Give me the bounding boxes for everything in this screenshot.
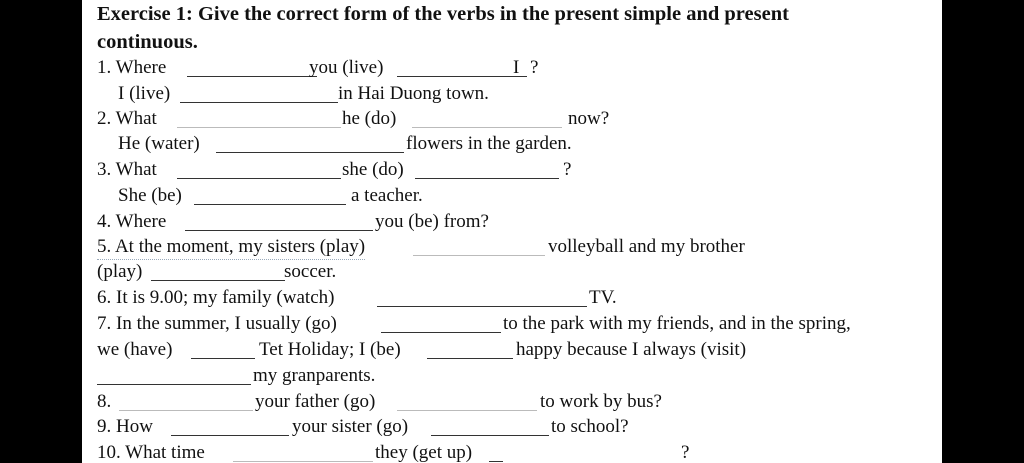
q3-qmark: ? [563, 159, 572, 180]
q7-blank-1[interactable] [381, 332, 501, 333]
q5-blank-2[interactable] [151, 280, 285, 281]
exercise-title-cont: continuous. [97, 31, 198, 53]
q10-blank-1[interactable] [233, 461, 373, 462]
q4-prompt: 4. Where [97, 211, 167, 232]
q7-prompt: 7. In the summer, I usually (go) [97, 313, 337, 334]
exercise-title: Exercise 1: Give the correct form of the verbs in the present simple and present [97, 3, 789, 25]
q2-blank-2[interactable] [412, 127, 562, 128]
q2-verb: he (do) [342, 108, 397, 129]
q4-blank-1[interactable] [185, 230, 373, 231]
q9-blank-1[interactable] [171, 435, 289, 436]
q1-prompt: 1. Where [97, 57, 167, 78]
q9-prompt: 9. How [97, 416, 153, 437]
q8-verb: your father (go) [255, 391, 376, 412]
q10-blank-2[interactable] [489, 461, 503, 462]
q1-qmark: ? [530, 57, 539, 78]
worksheet-page [82, 0, 942, 463]
q7-mid: Tet Holiday; I (be) [259, 339, 401, 360]
q7-tail: to the park with my friends, and in the spring, [503, 313, 851, 334]
q3-blank-2[interactable] [415, 178, 559, 179]
q8-blank-2[interactable] [397, 410, 537, 411]
q3-tail: a teacher. [351, 185, 423, 206]
q9-verb: your sister (go) [292, 416, 409, 437]
q1-subject: I [513, 57, 520, 78]
q7-blank-3[interactable] [427, 358, 513, 359]
q7-blank-2[interactable] [191, 358, 255, 359]
q3-answer-prompt: She (be) [118, 185, 182, 206]
q5-tail: volleyball and my brother [548, 236, 745, 257]
q7-tail-3: my granparents. [253, 365, 376, 386]
q2-tail: now? [568, 108, 610, 129]
q6-tail: TV. [589, 287, 617, 308]
q2-prompt: 2. What [97, 108, 157, 129]
q8-prompt: 8. [97, 391, 112, 412]
q5-tail-2: soccer. [284, 261, 337, 282]
q8-blank-1[interactable] [119, 410, 253, 411]
q6-blank-1[interactable] [377, 306, 587, 307]
q5-prompt: 5. At the moment, my sisters (play) [97, 235, 365, 260]
q1-blank-3[interactable] [180, 102, 338, 103]
q1-blank-2[interactable] [397, 76, 527, 77]
q9-tail: to school? [551, 416, 629, 437]
q5-blank-1[interactable] [413, 255, 545, 256]
q8-tail: to work by bus? [540, 391, 662, 412]
q4-tail: you (be) from? [375, 211, 489, 232]
q7-tail-2: happy because I always (visit) [516, 339, 747, 360]
q3-prompt: 3. What [97, 159, 157, 180]
q7-prompt-2: we (have) [97, 339, 173, 360]
q1-blank-1[interactable] [187, 76, 317, 77]
q7-blank-4[interactable] [97, 384, 251, 385]
q3-verb: she (do) [342, 159, 404, 180]
q3-blank-3[interactable] [194, 204, 346, 205]
q6-prompt: 6. It is 9.00; my family (watch) [97, 287, 335, 308]
q2-answer-prompt: He (water) [118, 133, 200, 154]
q1-tail: in Hai Duong town. [338, 83, 489, 104]
q10-qmark: ? [681, 442, 690, 463]
q2-tail-2: flowers in the garden. [406, 133, 572, 154]
q2-blank-1[interactable] [177, 127, 341, 128]
q1-verb: you (live) [309, 57, 384, 78]
q3-blank-1[interactable] [177, 178, 341, 179]
q10-verb: they (get up) [375, 442, 473, 463]
q10-prompt: 10. What time [97, 442, 205, 463]
q2-blank-3[interactable] [216, 152, 404, 153]
q9-blank-2[interactable] [431, 435, 549, 436]
q1-answer-prompt: I (live) [118, 83, 171, 104]
q5-prompt-2: (play) [97, 261, 143, 282]
